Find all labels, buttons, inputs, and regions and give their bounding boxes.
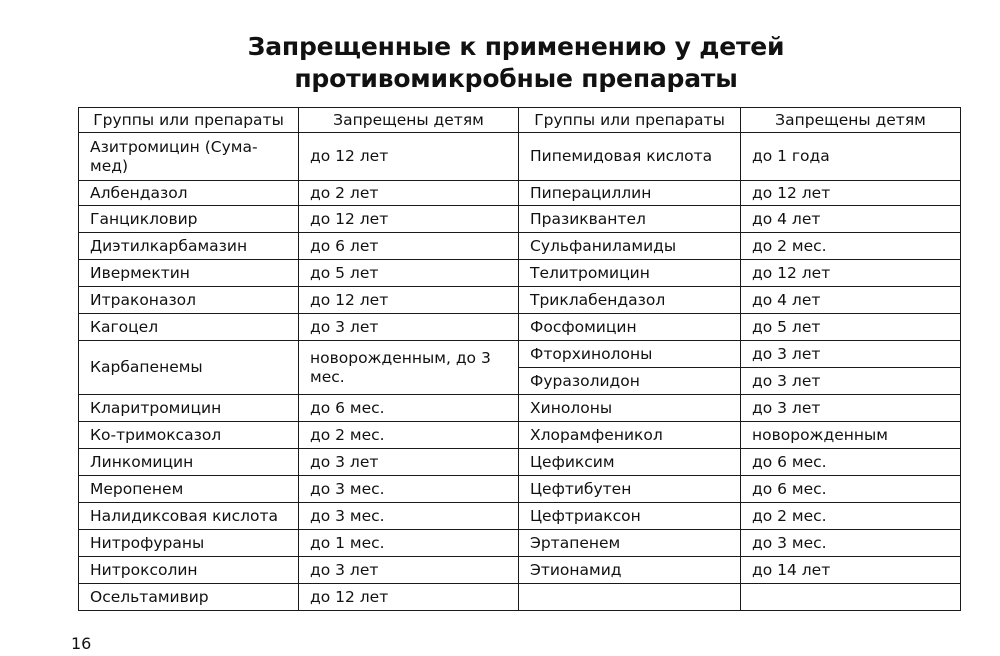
column-header-age-right: Запрещены детям: [741, 108, 961, 133]
age-restriction-cell: до 3 мес.: [299, 503, 519, 530]
table-row: [79, 476, 961, 503]
age-restriction-cell: до 12 лет: [741, 181, 961, 206]
age-restriction-cell: новорожденным: [741, 422, 961, 449]
age-restriction-cell: до 3 лет: [741, 368, 961, 395]
drug-name-cell: Диэтилкарбамазин: [79, 233, 299, 260]
age-restriction-cell: новорожденным, до 3 мес.: [299, 341, 519, 395]
drug-name-cell: Ганцикловир: [79, 206, 299, 233]
age-restriction-cell: до 3 лет: [741, 341, 961, 368]
drug-name-cell: Цефтриаксон: [519, 503, 741, 530]
age-restriction-cell: до 2 мес.: [299, 422, 519, 449]
drug-name-cell: Триклабендазол: [519, 287, 741, 314]
drug-name-cell: Линкомицин: [79, 449, 299, 476]
age-restriction-cell: до 6 лет: [299, 233, 519, 260]
age-restriction-cell: до 1 мес.: [299, 530, 519, 557]
age-restriction-cell: до 3 мес.: [741, 530, 961, 557]
drug-name-cell: Телитромицин: [519, 260, 741, 287]
drug-name-cell: Пиперациллин: [519, 181, 741, 206]
page-title-line-1: Запрещенные к применению у детей: [247, 32, 785, 61]
drug-name-cell: Налидиксовая кислота: [79, 503, 299, 530]
age-restriction-cell: до 3 лет: [299, 449, 519, 476]
drug-name-cell: Фосфомицин: [519, 314, 741, 341]
age-restriction-cell: до 2 лет: [299, 181, 519, 206]
drug-name-cell: Азитромицин (Сума-мед): [79, 133, 299, 181]
age-restriction-cell: до 6 мес.: [741, 449, 961, 476]
drug-name-cell: Цефиксим: [519, 449, 741, 476]
age-restriction-cell: до 12 лет: [299, 133, 519, 181]
drug-name-cell: Кларитромицин: [79, 395, 299, 422]
page-title-line-2: противомикробные препараты: [294, 64, 738, 93]
table-row: [79, 557, 961, 584]
age-restriction-cell: до 2 мес.: [741, 233, 961, 260]
age-restriction-cell: до 5 лет: [741, 314, 961, 341]
drug-name-cell: Фторхинолоны: [519, 341, 741, 368]
table-row: [79, 449, 961, 476]
age-restriction-cell: до 5 лет: [299, 260, 519, 287]
age-restriction-cell: до 1 года: [741, 133, 961, 181]
table-row: [79, 260, 961, 287]
age-restriction-cell: до 3 лет: [741, 395, 961, 422]
table-row: [79, 206, 961, 233]
drug-name-cell: Пипемидовая кислота: [519, 133, 741, 181]
drug-name-cell: Празиквантел: [519, 206, 741, 233]
empty-cell: [519, 584, 741, 611]
drug-name-cell: Осельтамивир: [79, 584, 299, 611]
drug-name-cell: Итраконазол: [79, 287, 299, 314]
table-row: [79, 181, 961, 206]
drug-name-cell: Албендазол: [79, 181, 299, 206]
column-header-group-left: Группы или препараты: [79, 108, 299, 133]
drug-name-cell: Хинолоны: [519, 395, 741, 422]
column-header-group-right: Группы или препараты: [519, 108, 741, 133]
table-row: [79, 530, 961, 557]
drug-name-cell: Цефтибутен: [519, 476, 741, 503]
drug-name-cell: Ко-тримоксазол: [79, 422, 299, 449]
table-row: [79, 395, 961, 422]
age-restriction-cell: до 2 мес.: [741, 503, 961, 530]
table-row: [79, 314, 961, 341]
age-restriction-cell: до 12 лет: [741, 260, 961, 287]
age-restriction-cell: до 14 лет: [741, 557, 961, 584]
table-row: [79, 341, 961, 368]
table-row: [79, 503, 961, 530]
drug-name-cell: Карбапенемы: [79, 341, 299, 395]
drug-name-cell: Хлорамфеникол: [519, 422, 741, 449]
age-restriction-cell: до 12 лет: [299, 584, 519, 611]
drug-name-cell: Нитрофураны: [79, 530, 299, 557]
drug-name-cell: Эртапенем: [519, 530, 741, 557]
age-restriction-cell: до 4 лет: [741, 287, 961, 314]
age-restriction-cell: до 4 лет: [741, 206, 961, 233]
column-header-age-left: Запрещены детям: [299, 108, 519, 133]
drug-name-cell: Фуразолидон: [519, 368, 741, 395]
age-restriction-cell: до 3 мес.: [299, 476, 519, 503]
table-row: [79, 422, 961, 449]
age-restriction-cell: до 3 лет: [299, 314, 519, 341]
age-restriction-cell: до 6 мес.: [299, 395, 519, 422]
age-restriction-cell: до 12 лет: [299, 206, 519, 233]
age-restriction-cell: до 3 лет: [299, 557, 519, 584]
drug-name-cell: Нитроксолин: [79, 557, 299, 584]
drug-name-cell: Кагоцел: [79, 314, 299, 341]
table-row: [79, 287, 961, 314]
drug-name-cell: Сульфаниламиды: [519, 233, 741, 260]
table-row: [79, 233, 961, 260]
table-header-row: [79, 108, 961, 133]
page-number: 16: [71, 634, 92, 653]
drug-name-cell: Ивермектин: [79, 260, 299, 287]
table-row: [79, 133, 961, 181]
drug-name-cell: Меропенем: [79, 476, 299, 503]
drug-restrictions-table: [78, 107, 961, 611]
age-restriction-cell: до 12 лет: [299, 287, 519, 314]
age-restriction-cell: до 6 мес.: [741, 476, 961, 503]
table-row: [79, 584, 961, 611]
empty-cell: [741, 584, 961, 611]
drug-name-cell: Этионамид: [519, 557, 741, 584]
